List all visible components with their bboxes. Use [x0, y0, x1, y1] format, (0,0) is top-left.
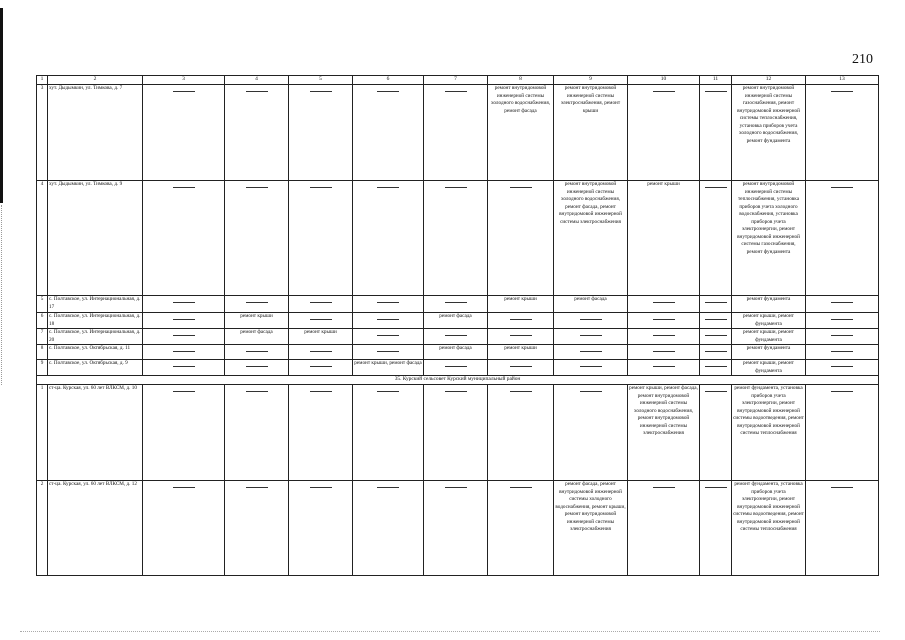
- table-row: [37, 312, 879, 328]
- region-title: 35. Курский сельсовет Курский муниципальный район: [37, 376, 879, 385]
- region-row: [37, 376, 879, 385]
- table-row: [37, 180, 879, 295]
- empty-dash: [246, 187, 268, 188]
- work-cell-col-9: ремонт внутридомовой инженерной системы холодного водоснабжения, ремонт фасада, ремонт внутридомовой инженерной системы электроснабжения: [554, 180, 628, 295]
- work-cell-col-9: ремонт фасада, ремонт внутридомовой инженерной системы холодного водоснабжения, ремонт крыши, ремонт внутридомовой инженерной системы электроснабжения: [554, 480, 628, 575]
- work-cell-col-5: [289, 345, 353, 360]
- work-cell-col-3: [143, 312, 225, 328]
- work-cell-col-4: [225, 360, 289, 376]
- work-cell-col-10: [628, 329, 700, 345]
- empty-dash: [445, 91, 467, 92]
- work-cell-col-3: [143, 329, 225, 345]
- empty-dash: [580, 366, 602, 367]
- header-cell: 6: [353, 76, 424, 85]
- work-cell-col-13: [806, 180, 879, 295]
- header-cell: 13: [806, 76, 879, 85]
- row-number: 9: [37, 360, 48, 376]
- header-row: [37, 76, 879, 85]
- header-cell: 5: [289, 76, 353, 85]
- address-cell: ст-ца. Курская, ул. 60 лет ВЛКСМ, д. 10: [48, 384, 143, 480]
- work-cell-col-8: [488, 180, 554, 295]
- table-row: [37, 345, 879, 360]
- work-cell-col-9: ремонт внутридомовой инженерной системы электроснабжения, ремонт крыши: [554, 84, 628, 180]
- empty-dash: [246, 91, 268, 92]
- table-row: [37, 384, 879, 480]
- work-cell-col-12: ремонт фундамента, установка приборов учета электроэнергии, ремонт внутридомовой инженерной системы водоотведения, ремонт внутридомовой инженерной системы теплоснабжения: [732, 480, 806, 575]
- empty-dash: [653, 319, 675, 320]
- empty-dash: [580, 335, 602, 336]
- work-cell-col-8: [488, 329, 554, 345]
- work-cell-col-7: ремонт фасада: [424, 312, 488, 328]
- work-cell-col-8: [488, 360, 554, 376]
- work-cell-col-4: [225, 295, 289, 312]
- empty-dash: [510, 487, 532, 488]
- address-cell: с. Полтавское, ул. Октябрьская, д. 11: [48, 345, 143, 360]
- work-cell-col-5: [289, 360, 353, 376]
- empty-dash: [173, 366, 195, 367]
- work-cell-col-3: [143, 295, 225, 312]
- work-cell-col-10: [628, 480, 700, 575]
- work-cell-col-8: ремонт крыши: [488, 345, 554, 360]
- work-cell-col-10: [628, 360, 700, 376]
- empty-dash: [831, 366, 853, 367]
- work-cell-col-4: [225, 480, 289, 575]
- page-number: 210: [852, 52, 873, 67]
- work-cell-col-11: [700, 180, 732, 295]
- repair-schedule-table: [36, 75, 879, 576]
- empty-dash: [705, 487, 727, 488]
- empty-dash: [831, 335, 853, 336]
- address-cell: хут. Дыдымкин, ул. Тимкова, д. 9: [48, 180, 143, 295]
- header-cell: 1: [37, 76, 48, 85]
- empty-dash: [831, 319, 853, 320]
- empty-dash: [510, 366, 532, 367]
- empty-dash: [705, 91, 727, 92]
- work-cell-col-8: ремонт внутридомовой инженерной системы холодного водоснабжения, ремонт фасада: [488, 84, 554, 180]
- row-number: 2: [37, 480, 48, 575]
- work-cell-col-12: ремонт крыши, ремонт фундамента: [732, 312, 806, 328]
- work-cell-col-6: [353, 180, 424, 295]
- empty-dash: [310, 487, 332, 488]
- header-cell: 12: [732, 76, 806, 85]
- work-cell-col-10: ремонт крыши: [628, 180, 700, 295]
- empty-dash: [377, 351, 399, 352]
- empty-dash: [173, 302, 195, 303]
- empty-dash: [705, 302, 727, 303]
- empty-dash: [653, 366, 675, 367]
- header-cell: 8: [488, 76, 554, 85]
- empty-dash: [580, 351, 602, 352]
- work-cell-col-7: [424, 329, 488, 345]
- work-cell-col-6: [353, 329, 424, 345]
- work-cell-col-10: [628, 312, 700, 328]
- work-cell-col-9: [554, 329, 628, 345]
- header-cell: 7: [424, 76, 488, 85]
- work-cell-col-4: [225, 345, 289, 360]
- header-cell: 2: [48, 76, 143, 85]
- empty-dash: [510, 391, 532, 392]
- work-cell-col-3: [143, 384, 225, 480]
- empty-dash: [310, 319, 332, 320]
- work-cell-col-6: [353, 384, 424, 480]
- work-cell-col-5: ремонт крыши: [289, 329, 353, 345]
- work-cell-col-13: [806, 480, 879, 575]
- row-number: 3: [37, 84, 48, 180]
- work-cell-col-7: [424, 180, 488, 295]
- empty-dash: [510, 335, 532, 336]
- empty-dash: [653, 487, 675, 488]
- work-cell-col-13: [806, 84, 879, 180]
- row-number: 4: [37, 180, 48, 295]
- row-number: 8: [37, 345, 48, 360]
- work-cell-col-4: [225, 384, 289, 480]
- empty-dash: [310, 351, 332, 352]
- work-cell-col-7: [424, 295, 488, 312]
- work-cell-col-13: [806, 295, 879, 312]
- empty-dash: [246, 351, 268, 352]
- work-cell-col-11: [700, 480, 732, 575]
- work-cell-col-5: [289, 312, 353, 328]
- work-cell-col-6: [353, 312, 424, 328]
- header-cell: 10: [628, 76, 700, 85]
- work-cell-col-9: [554, 360, 628, 376]
- empty-dash: [445, 366, 467, 367]
- empty-dash: [580, 391, 602, 392]
- work-cell-col-12: ремонт фундамента, установка приборов учета электроэнергии, ремонт внутридомовой инженерной системы водоотведения, ремонт внутридомовой инженерной системы теплоснабжения: [732, 384, 806, 480]
- header-cell: 4: [225, 76, 289, 85]
- work-cell-col-12: ремонт фундамента: [732, 345, 806, 360]
- work-cell-col-11: [700, 360, 732, 376]
- work-cell-col-11: [700, 345, 732, 360]
- empty-dash: [831, 91, 853, 92]
- work-cell-col-8: [488, 480, 554, 575]
- empty-dash: [173, 187, 195, 188]
- empty-dash: [705, 351, 727, 352]
- empty-dash: [445, 187, 467, 188]
- row-number: 7: [37, 329, 48, 345]
- empty-dash: [831, 351, 853, 352]
- empty-dash: [705, 319, 727, 320]
- work-cell-col-3: [143, 345, 225, 360]
- empty-dash: [510, 187, 532, 188]
- empty-dash: [173, 335, 195, 336]
- empty-dash: [705, 187, 727, 188]
- empty-dash: [653, 335, 675, 336]
- empty-dash: [831, 302, 853, 303]
- empty-dash: [173, 91, 195, 92]
- empty-dash: [310, 302, 332, 303]
- work-cell-col-9: ремонт фасада: [554, 295, 628, 312]
- work-cell-col-3: [143, 480, 225, 575]
- header-cell: 9: [554, 76, 628, 85]
- work-cell-col-11: [700, 295, 732, 312]
- address-cell: с. Полтавское, ул. Интернациональная, д. 18: [48, 312, 143, 328]
- header-cell: 11: [700, 76, 732, 85]
- work-cell-col-4: [225, 84, 289, 180]
- left-margin-bar: [0, 8, 3, 203]
- work-cell-col-11: [700, 329, 732, 345]
- work-cell-col-3: [143, 360, 225, 376]
- work-cell-col-7: [424, 360, 488, 376]
- empty-dash: [310, 391, 332, 392]
- table-row: [37, 295, 879, 312]
- work-cell-col-7: [424, 384, 488, 480]
- empty-dash: [653, 91, 675, 92]
- empty-dash: [377, 487, 399, 488]
- empty-dash: [377, 187, 399, 188]
- empty-dash: [377, 91, 399, 92]
- work-cell-col-8: [488, 384, 554, 480]
- work-cell-col-7: [424, 84, 488, 180]
- table-row: [37, 329, 879, 345]
- row-number: 1: [37, 384, 48, 480]
- empty-dash: [377, 302, 399, 303]
- empty-dash: [173, 351, 195, 352]
- work-cell-col-6: [353, 345, 424, 360]
- address-cell: ст-ца. Курская, ул. 60 лет ВЛКСМ, д. 12: [48, 480, 143, 575]
- work-cell-col-4: ремонт крыши: [225, 312, 289, 328]
- empty-dash: [705, 335, 727, 336]
- work-cell-col-3: [143, 180, 225, 295]
- work-cell-col-12: ремонт крыши, ремонт фундамента: [732, 329, 806, 345]
- empty-dash: [173, 319, 195, 320]
- work-cell-col-13: [806, 345, 879, 360]
- work-cell-col-8: ремонт крыши: [488, 295, 554, 312]
- empty-dash: [510, 319, 532, 320]
- work-cell-col-12: ремонт внутридомовой инженерной системы теплоснабжения, установка приборов учета холодного водоснабжения, установка приборов учета электроэнергии, ремонт внутридомовой инженерной системы газоснабжения, ремонт фундамента: [732, 180, 806, 295]
- header-cell: 3: [143, 76, 225, 85]
- empty-dash: [310, 366, 332, 367]
- empty-dash: [580, 319, 602, 320]
- empty-dash: [445, 302, 467, 303]
- work-cell-col-13: [806, 329, 879, 345]
- empty-dash: [705, 366, 727, 367]
- address-cell: с. Полтавское, ул. Интернациональная, д. 17: [48, 295, 143, 312]
- work-cell-col-12: ремонт внутридомовой инженерной системы газоснабжения, ремонт внутридомовой инженерной системы теплоснабжения, установка приборов учета холодного водоснабжения, ремонт фундамента: [732, 84, 806, 180]
- empty-dash: [445, 487, 467, 488]
- empty-dash: [246, 391, 268, 392]
- work-cell-col-11: [700, 84, 732, 180]
- work-cell-col-5: [289, 84, 353, 180]
- work-cell-col-4: [225, 180, 289, 295]
- empty-dash: [246, 366, 268, 367]
- work-cell-col-12: ремонт фундамента: [732, 295, 806, 312]
- work-cell-col-12: ремонт крыши, ремонт фундамента: [732, 360, 806, 376]
- empty-dash: [445, 391, 467, 392]
- left-margin-dots: [1, 205, 3, 385]
- work-cell-col-11: [700, 312, 732, 328]
- empty-dash: [377, 319, 399, 320]
- empty-dash: [653, 302, 675, 303]
- work-cell-col-7: ремонт фасада: [424, 345, 488, 360]
- work-cell-col-6: ремонт крыши, ремонт фасада: [353, 360, 424, 376]
- empty-dash: [831, 391, 853, 392]
- empty-dash: [173, 391, 195, 392]
- table-row: [37, 480, 879, 575]
- work-cell-col-13: [806, 360, 879, 376]
- empty-dash: [445, 335, 467, 336]
- empty-dash: [310, 187, 332, 188]
- empty-dash: [831, 487, 853, 488]
- work-cell-col-9: [554, 312, 628, 328]
- work-cell-col-6: [353, 295, 424, 312]
- work-cell-col-6: [353, 480, 424, 575]
- work-cell-col-11: [700, 384, 732, 480]
- work-cell-col-10: [628, 345, 700, 360]
- empty-dash: [377, 391, 399, 392]
- table-row: [37, 84, 879, 180]
- work-cell-col-13: [806, 384, 879, 480]
- empty-dash: [653, 351, 675, 352]
- empty-dash: [173, 487, 195, 488]
- work-cell-col-5: [289, 295, 353, 312]
- row-number: 5: [37, 295, 48, 312]
- address-cell: с. Полтавское, ул. Интернациональная, д. 20: [48, 329, 143, 345]
- address-cell: хут. Дыдымкин, ул. Тимкова, д. 7: [48, 84, 143, 180]
- empty-dash: [377, 335, 399, 336]
- empty-dash: [705, 391, 727, 392]
- work-cell-col-10: [628, 84, 700, 180]
- work-cell-col-7: [424, 480, 488, 575]
- work-cell-col-3: [143, 84, 225, 180]
- work-cell-col-4: ремонт фасада: [225, 329, 289, 345]
- empty-dash: [310, 91, 332, 92]
- work-cell-col-6: [353, 84, 424, 180]
- bottom-scan-line: [20, 631, 880, 632]
- work-cell-col-5: [289, 384, 353, 480]
- empty-dash: [831, 187, 853, 188]
- work-cell-col-9: [554, 384, 628, 480]
- empty-dash: [246, 487, 268, 488]
- row-number: 6: [37, 312, 48, 328]
- empty-dash: [246, 302, 268, 303]
- table-row: [37, 360, 879, 376]
- work-cell-col-8: [488, 312, 554, 328]
- address-cell: с. Полтавское, ул. Октябрьская, д. 9: [48, 360, 143, 376]
- work-cell-col-10: ремонт крыши, ремонт фасада, ремонт внутридомовой инженерной системы холодного водоснабжения, ремонт внутридомовой инженерной системы электроснабжения: [628, 384, 700, 480]
- work-cell-col-9: [554, 345, 628, 360]
- work-cell-col-13: [806, 312, 879, 328]
- work-cell-col-10: [628, 295, 700, 312]
- work-cell-col-5: [289, 480, 353, 575]
- work-cell-col-5: [289, 180, 353, 295]
